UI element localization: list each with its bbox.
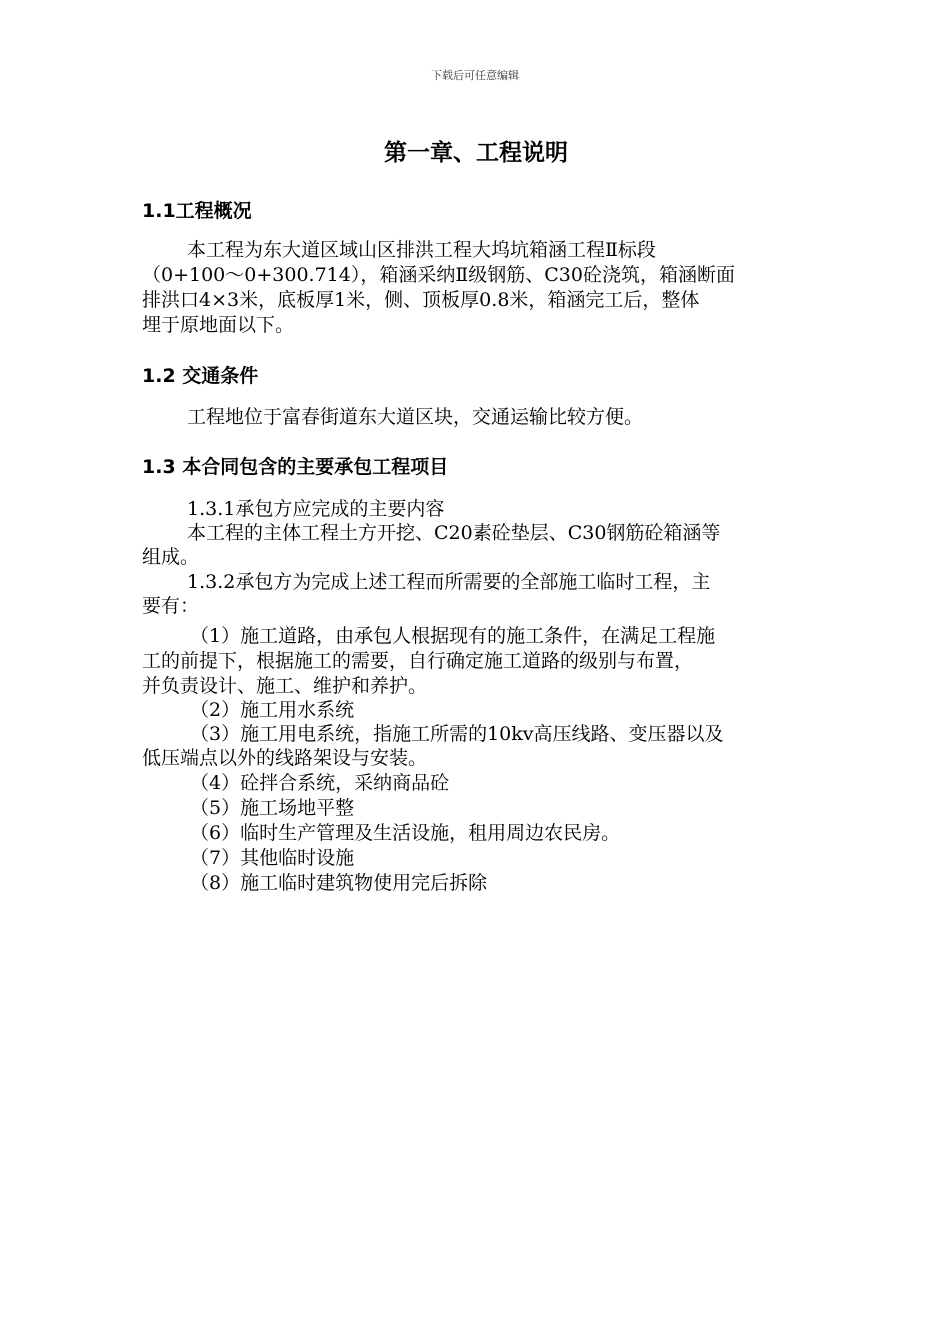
section-1-1-line: （0+100～0+300.714），箱涵采纳Ⅱ级钢筋、C30砼浇筑，箱涵断面 xyxy=(142,264,735,286)
section-1-3-list-item: （6）临时生产管理及生活设施，租用周边农民房。 xyxy=(190,822,621,844)
section-1-3-list-item: （3）施工用电系统，指施工所需的10kv高压线路、变压器以及 xyxy=(190,723,724,745)
section-1-3-list-item: 并负责设计、施工、维护和养护。 xyxy=(142,675,428,697)
section-1-3-line: 1.3.1承包方应完成的主要内容 xyxy=(187,498,445,520)
section-1-1-line: 排洪口4×3米，底板厚1米，侧、顶板厚0.8米，箱涵完工后，整体 xyxy=(142,289,700,311)
section-1-3-line: 本工程的主体工程土方开挖、C20素砼垫层、C30钢筋砼箱涵等 xyxy=(187,522,721,544)
section-1-3-line: 1.3.2承包方为完成上述工程而所需要的全部施工临时工程，主 xyxy=(187,571,711,593)
section-heading-1-1: 1.1工程概况 xyxy=(142,200,252,222)
section-1-3-line: 要有： xyxy=(142,595,200,617)
section-1-3-list-item: （8）施工临时建筑物使用完后拆除 xyxy=(190,872,488,894)
section-1-3-list-item: （4）砼拌合系统，采纳商品砼 xyxy=(190,772,450,794)
section-1-3-list-item: 工的前提下，根据施工的需要，自行确定施工道路的级别与布置， xyxy=(142,650,694,672)
chapter-title: 第一章、工程说明 xyxy=(384,140,568,166)
section-heading-1-3: 1.3 本合同包含的主要承包工程项目 xyxy=(142,456,449,478)
section-1-3-list-item: （1）施工道路，由承包人根据现有的施工条件，在满足工程施 xyxy=(190,625,716,647)
section-1-3-list-item: （5）施工场地平整 xyxy=(190,797,355,819)
page-header-note: 下载后可任意编辑 xyxy=(431,69,519,82)
section-1-3-list-item: 低压端点以外的线路架设与安装。 xyxy=(142,747,428,769)
section-heading-1-2: 1.2 交通条件 xyxy=(142,365,259,387)
section-1-3-line: 组成。 xyxy=(142,546,200,568)
section-1-2-text: 工程地位于富春街道东大道区块，交通运输比较方便。 xyxy=(187,406,644,428)
section-1-3-list-item: （2）施工用水系统 xyxy=(190,699,355,721)
section-1-1-line: 埋于原地面以下。 xyxy=(142,314,295,336)
section-1-3-list-item: （7）其他临时设施 xyxy=(190,847,355,869)
section-1-1-line: 本工程为东大道区域山区排洪工程大坞坑箱涵工程Ⅱ标段 xyxy=(187,239,656,261)
